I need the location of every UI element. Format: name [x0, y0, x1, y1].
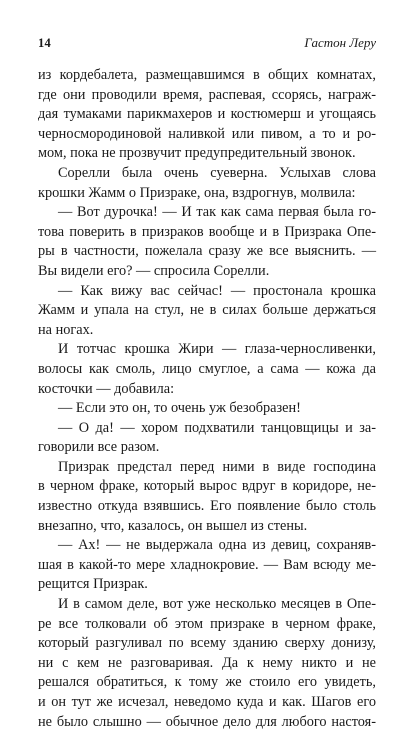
text-line: — Как вижу вас сейчас! — простонала крошка	[58, 282, 376, 299]
running-head-author: Гастон Леру	[304, 35, 376, 50]
text-line: внезапно, что, казалось, он вышел из стены.	[38, 517, 308, 534]
text-line: — Если это он, то очень уж безобразен!	[58, 400, 301, 417]
text-line: Сорелли была очень суеверна. Услыхав слова	[58, 164, 376, 181]
text-line: шая в какой-то мере хладнокровие. — Вам всюду ме-	[38, 556, 376, 573]
running-head	[38, 34, 376, 52]
text-line: ры в частности, пожелала сразу же все выяснить. —	[38, 243, 376, 260]
book-page	[38, 34, 376, 732]
text-line: рещится Призрак.	[38, 576, 148, 593]
text-line: не было слышно — обычное дело для любого настоя-	[38, 713, 376, 730]
text-line: говорили все разом.	[38, 439, 160, 456]
text-line: и он тут же исчезал, неведомо куда и как. Шагов его	[38, 694, 376, 710]
text-line: — О да! — хором подхватили танцовщицы и за-	[58, 419, 376, 436]
text-line: волосы как смоль, лицо смуглое, а сама — кожа да	[38, 360, 376, 377]
text-line: Вы видели его? — спросила Сорелли.	[38, 262, 270, 279]
text-line: Призрак предстал перед ними в виде господина	[58, 458, 376, 475]
text-line: известно откуда взявшись. Его появление было столь	[38, 498, 376, 515]
text-line: Жамм и упала на стул, не в силах больше держаться	[38, 302, 376, 319]
text-line: черносмородиновой наливкой или пивом, а то и ро-	[38, 125, 376, 142]
text-line: И в самом деле, вот уже несколько месяцев в Опе-	[58, 596, 376, 613]
text-line: ре все толковали об этом призраке в черном фраке,	[38, 615, 376, 632]
text-line: — Вот дурочка! — И так как сама первая была го-	[58, 204, 376, 221]
text-line: из кордебалета, размещавшимся в общих комнатах,	[38, 67, 376, 83]
text-line: который разгуливал по всему зданию сверху донизу,	[38, 635, 376, 652]
text-line: И тотчас крошка Жири — глаза-черносливенки,	[58, 341, 376, 358]
text-line: косточки — добавила:	[38, 380, 175, 397]
page-number: 14	[38, 36, 51, 50]
text-line: в черном фраке, который вырос вдруг в коридоре, не-	[38, 478, 376, 495]
text-line: где они проводили время, распевая, ссорясь, награж-	[38, 86, 376, 103]
text-line: дая тумаками парикмахеров и костюмерш и угощаясь	[38, 106, 376, 123]
text-line: решался обратиться, к тому же стоило его увидеть,	[38, 674, 376, 691]
text-line: — Ах! — не выдержала одна из девиц, сохраняв-	[58, 537, 376, 554]
text-line: на ногах.	[38, 321, 94, 338]
text-line: ни с кем не разговаривая. Да к нему никто и не	[38, 654, 376, 671]
text-line: крошки Жамм о Призраке, она, вздрогнув, молвила:	[38, 184, 356, 201]
text-line: мом, пока не прозвучит предупредительный звонок.	[38, 145, 356, 162]
text-line: това поверить в призраков вообще и в Призрака Опе-	[38, 223, 376, 240]
body-text	[38, 66, 376, 732]
